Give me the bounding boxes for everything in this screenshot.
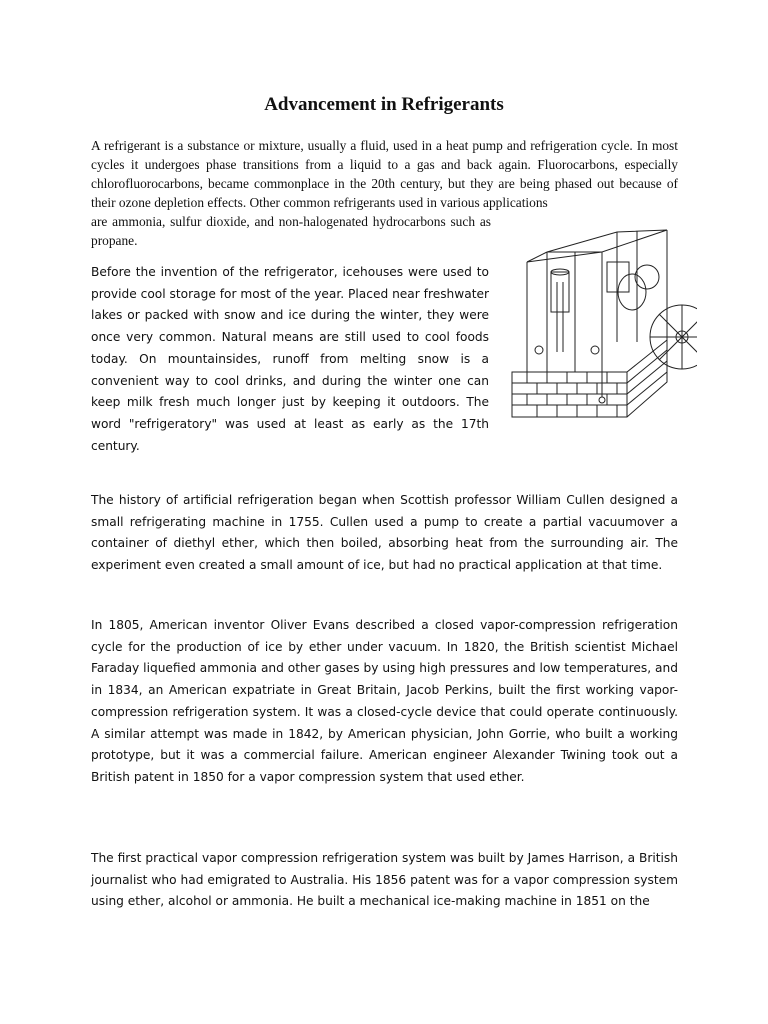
- refrigeration-machine-figure: [507, 222, 697, 442]
- cullen-paragraph: The history of artificial refrigeration began when Scottish professor William Cullen designed a small refrigerating machine in 1755. Cullen used a pump to create a partial vacuumover a container of diethyl ether, which then boiled, absorbing heat from the surrounding air. The experiment even created a small amount of ice, but had no practical application at that time.: [91, 493, 678, 573]
- harrison-paragraph: The first practical vapor compression refrigeration system was built by James Harrison, a British journalist who had emigrated to Australia. His 1856 patent was for a vapor compression system using ether, alcohol or ammonia. He built a mechanical ice-making machine in 1851 on the: [91, 851, 678, 909]
- evans-paragraph: In 1805, American inventor Oliver Evans described a closed vapor-compression refrigeration cycle for the production of ice by ether under vacuum. In 1820, the British scientist Michael Faraday liquefied ammonia and other gases by using high pressures and low temperatures, and in 1834, an American expatriate in Great Britain, Jacob Perkins, built the first working vapor-compression refrigeration system. It was a closed-cycle device that could operate continuously. A similar attempt was made in 1842, by American physician, John Gorrie, who built a working prototype, but it was a commercial failure. American engineer Alexander Twining took out a British patent in 1850 for a vapor compression system that used ether.: [91, 618, 678, 784]
- icehouses-paragraph: Before the invention of the refrigerator, icehouses were used to provide cool storage for most of the year. Placed near freshwater lakes or packed with snow and ice during the winter, they were once very common. Natural means are still used to cool foods today. On mountainsides, runoff from melting snow is a convenient way to cool drinks, and during the winter one can keep milk fresh much longer just by keeping it outdoors. The word "refrigeratory" was used at least as early as the 17th century.: [91, 265, 489, 453]
- intro-text-narrow: are ammonia, sulfur dioxide, and non-halogenated hydrocarbons such as propane.: [91, 214, 491, 248]
- document-title: Advancement in Refrigerants: [264, 94, 504, 115]
- refrigeration-machine-icon: [507, 222, 697, 442]
- intro-text-wide: A refrigerant is a substance or mixture, usually a fluid, used in a heat pump and refrigeration cycle. In most cycles it undergoes phase transitions from a liquid to a gas and back again. Fluorocarbons, especially chlorofluorocarbons, became commonplace in the 20th century, but they are being phased out because of their ozone depletion effects. Other common refrigerants used in various applications: [91, 138, 678, 210]
